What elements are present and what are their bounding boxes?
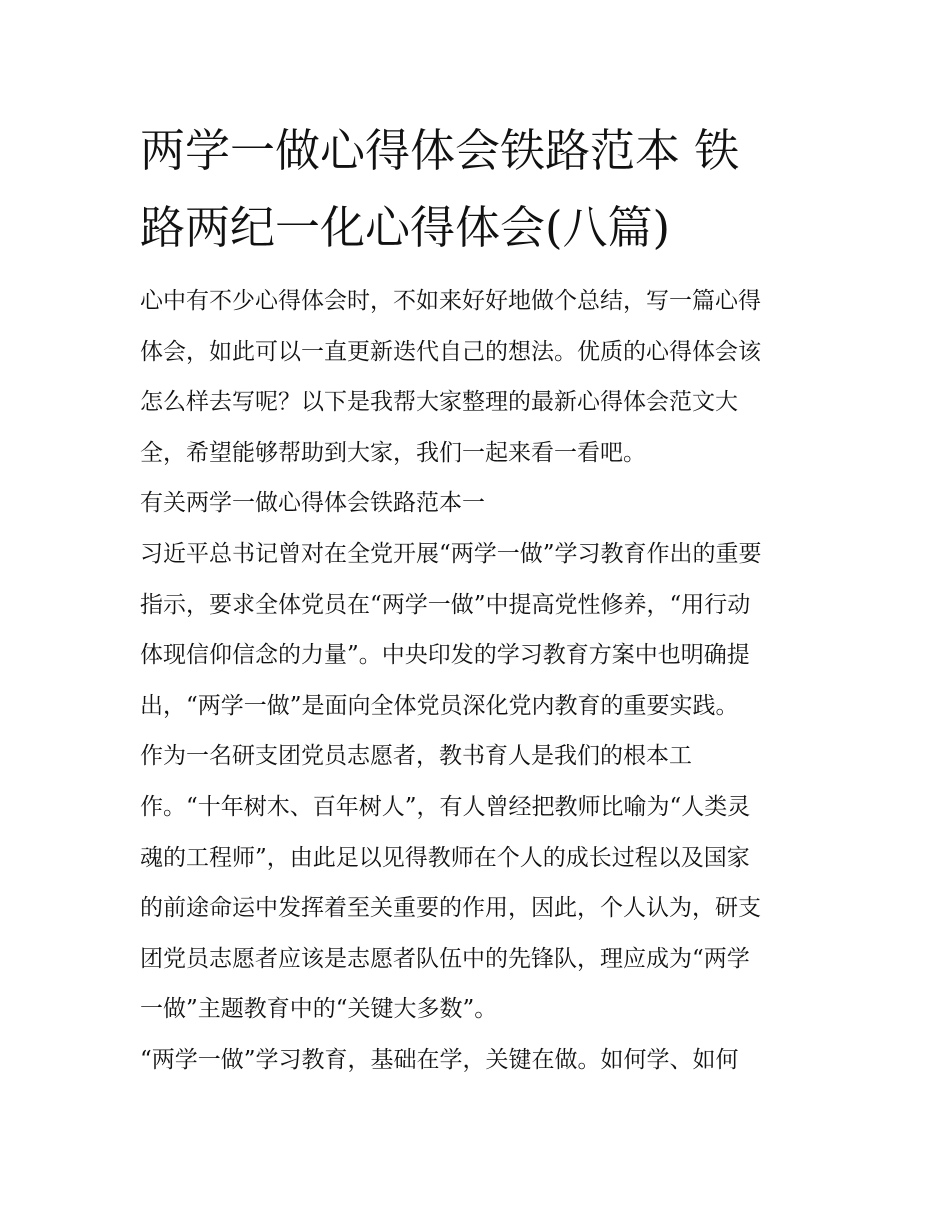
body-line: 作。“十年树木、百年树人”，有人曾经把教师比喻为“人类灵	[140, 794, 751, 820]
section-heading: 有关两学一做心得体会铁路范本一	[140, 490, 485, 516]
body-line: 一做”主题教育中的“关键大多数”。	[140, 996, 498, 1022]
body-line: 怎么样去写呢？以下是我帮大家整理的最新心得体会范文大	[140, 389, 738, 415]
document-title-line-1: 两学一做心得体会铁路范本 铁	[140, 124, 740, 177]
body-line: 体现信仰信念的力量”。中央印发的学习教育方案中也明确提	[140, 642, 750, 668]
body-line: 作为一名研支团党员志愿者，教书育人是我们的根本工	[140, 743, 692, 769]
body-line: 出，“两学一做”是面向全体党员深化党内教育的重要实践。	[140, 693, 739, 719]
body-line: 习近平总书记曾对在全党开展“两学一做”学习教育作出的重要	[140, 541, 762, 567]
body-line: “两学一做”学习教育，基础在学，关键在做。如何学、如何	[140, 1047, 739, 1073]
body-line: 全，希望能够帮助到大家，我们一起来看一看吧。	[140, 440, 646, 466]
body-line: 心中有不少心得体会时，不如来好好地做个总结，写一篇心得	[140, 288, 761, 314]
body-line: 团党员志愿者应该是志愿者队伍中的先锋队，理应成为“两学	[140, 946, 750, 972]
body-line: 的前途命运中发挥着至关重要的作用，因此，个人认为，研支	[140, 895, 761, 921]
body-line: 体会，如此可以一直更新迭代自己的想法。优质的心得体会该	[140, 339, 761, 365]
body-line: 魂的工程师”，由此足以见得教师在个人的成长过程以及国家	[140, 845, 750, 871]
body-line: 指示，要求全体党员在“两学一做”中提高党性修养，“用行动	[140, 592, 751, 618]
document-title-line-2: 路两纪一化心得体会(八篇)	[140, 201, 671, 254]
